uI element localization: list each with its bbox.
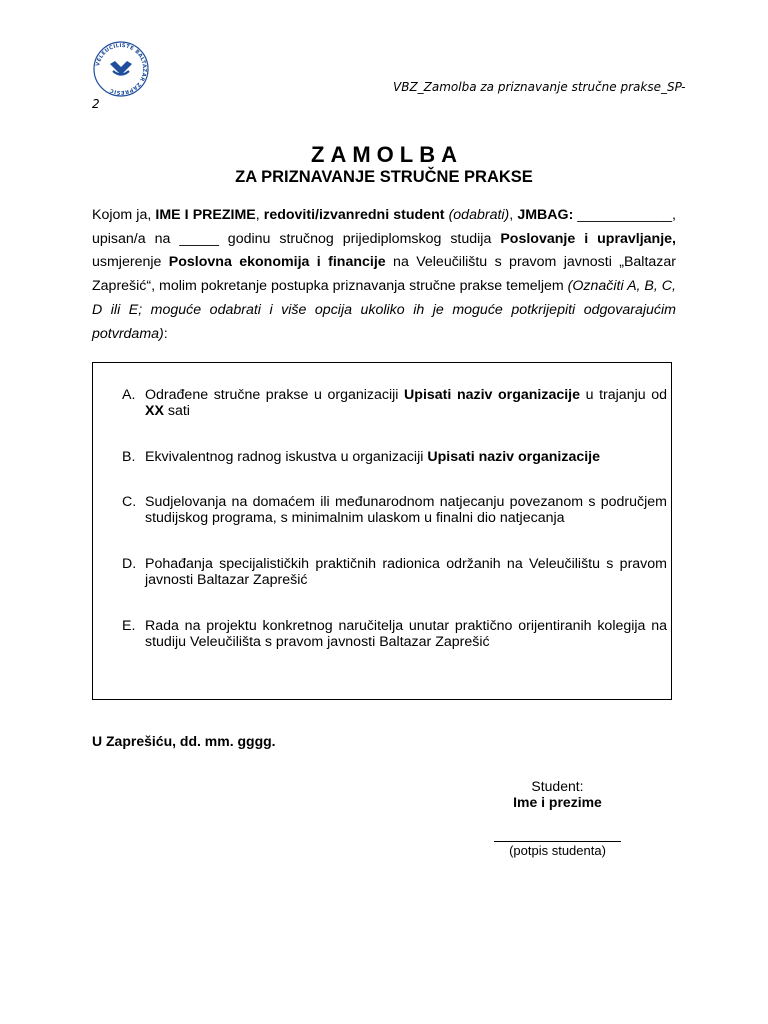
svg-text:VELEUČILIŠTE BALTAZAR ZAPREŠIĆ: VELEUČILIŠTE BALTAZAR ZAPREŠIĆ <box>95 42 148 96</box>
organization-placeholder: Upisati naziv organizacije <box>427 449 601 465</box>
study-major: Poslovna ekonomija i financije <box>168 254 386 271</box>
page-subtitle: ZA PRIZNAVANJE STRUČNE PRAKSE <box>235 168 533 186</box>
option-c <box>122 494 667 526</box>
option-letter: C. <box>122 494 137 510</box>
options-box <box>92 362 672 700</box>
option-letter: D. <box>122 556 137 572</box>
student-type: redoviti/izvanredni student <box>263 207 445 223</box>
hours-placeholder: XX <box>145 403 164 419</box>
option-b <box>122 449 667 465</box>
option-d <box>122 556 667 588</box>
option-letter: E. <box>122 618 136 634</box>
option-letter: B. <box>122 449 136 465</box>
name-placeholder: IME I PREZIME <box>155 207 256 223</box>
option-text <box>145 449 667 465</box>
intro-text: , <box>509 207 518 223</box>
option-text-part: Ekvivalentnog radnog iskustva u organizaciji <box>145 449 428 465</box>
option-text-part: sati <box>163 403 190 419</box>
choose-hint: (odabrati) <box>448 207 510 223</box>
intro-text: Kojom ja, <box>92 207 156 223</box>
intro-text: na Veleučilištu s pravom javnosti „Baltazar Zaprešić“, molim pokretanje postupka priznavanja stručne prakse temeljem <box>92 254 676 295</box>
option-e <box>122 618 667 650</box>
signature-name: Ime i prezime <box>513 794 602 810</box>
document-code: VBZ_Zamolba za priznavanje stručne prakse_SP- <box>393 80 686 94</box>
option-text: Sudjelovanja na domaćem ili međunarodnom natjecanju povezanom s područjem studijskog programa, s minimalnim ulaskom u finalni dio natjecanja <box>145 494 667 526</box>
option-text-part: u trajanju od <box>580 387 667 403</box>
signature-caption: (potpis studenta) <box>509 843 606 858</box>
intro-text: ____________, upisan/a na _____ godinu stručnog prijediplomskog studija <box>92 207 677 247</box>
jmbag-label: JMBAG: <box>517 207 574 223</box>
option-text: Pohađanja specijalističkih praktičnih radionica održanih na Veleučilištu s pravom javnosti Baltazar Zaprešić <box>145 556 667 588</box>
study-program: Poslovanje i upravljanje, <box>500 230 676 247</box>
page-title: ZAMOLBA <box>311 142 463 167</box>
selection-instruction: (Označiti A, B, C, D ili E; moguće odabrati i više opcija ukoliko ih je moguće potkrijepiti odgovarajućim potvrdama) <box>92 278 676 342</box>
option-a <box>122 387 667 419</box>
option-text <box>145 387 667 419</box>
document-code-continued: 2 <box>92 97 100 111</box>
intro-text: : <box>163 325 168 342</box>
option-text: Rada na projektu konkretnog naručitelja unutar praktično orijentiranih kolegija na studiju Veleučilišta s pravom javnosti Baltazar Zaprešić <box>145 618 667 650</box>
institution-logo <box>92 40 150 98</box>
organization-placeholder: Upisati naziv organizacije <box>404 387 581 403</box>
option-text-part: Odrađene stručne prakse u organizaciji <box>145 387 405 403</box>
place-and-date: U Zaprešiću, dd. mm. gggg. <box>92 733 276 749</box>
request-paragraph <box>92 204 676 346</box>
intro-text: , <box>255 207 264 223</box>
intro-text: usmjerenje <box>92 254 169 271</box>
signature-label: Student: <box>531 778 584 794</box>
signature-line <box>494 841 621 842</box>
signature-block <box>494 778 621 859</box>
option-letter: A. <box>122 387 136 403</box>
